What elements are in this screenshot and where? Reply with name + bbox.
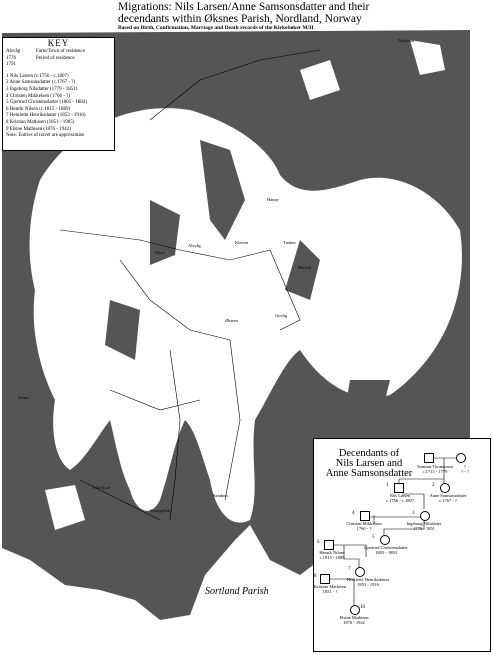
tree-person: Henriette Henriksdatter 1853 - 1916 — [346, 577, 390, 587]
place-label: Steine — [18, 395, 30, 400]
key-person: 6 Henrik Nilsen (c.1815 - 1889) — [6, 106, 71, 112]
male-symbol — [360, 511, 370, 521]
key-note: Note: Entries of travel are approximate — [6, 133, 85, 139]
tree-person: Henrik Nilsen c.1815 - 1889 — [319, 550, 345, 560]
place-label: Øksnes — [225, 318, 239, 323]
key-person: 4 Christen Mikkelsen (1766 - ?) — [6, 93, 71, 99]
title-line2: decendants within Øksnes Parish, Nordland, Norway — [118, 13, 362, 25]
tree-person: Anne Samsonsdatter c.1767 - ? — [429, 493, 467, 503]
tree-person: Nils Larsen c.1756 - c.1807 — [386, 493, 414, 503]
family-tree-panel: Decendants of Nils Larsen and Anne Samsonsdatter Samson Thomassen c.1715 - 1779 ? ? - ? 1 2 Nils Larsen c.1756 - c.1807 Anne Samsonsdatter c.1767 - ? 4 3 Christen Mikkelsen 1766 - ? Ingeborg Nilsdatter 1779 - 1851 6 5 Henrik Nilsen c.1815 - 1889 Gjertrud Christensdatter 1805 - 1884 8 7 Kristian Mathisen 1851 - ? Henriette Henriksdatter 1853 - 1916 10 Elsine Mathisen 1876 - 1942 — [313, 438, 491, 652]
female-symbol — [420, 511, 430, 521]
place-label: Kløven — [235, 240, 249, 245]
key-person: 3 Ingeborg Nilsdatter (1779 - 1851) — [6, 86, 78, 92]
map-key — [2, 37, 115, 151]
key-heading: KEY — [47, 38, 70, 48]
title-source: Based on Birth, Confirmation, Marriage and Death records of the Kirkebøker M/H — [118, 25, 314, 31]
key-person: 1 Nils Larsen (c.1756 - c.1807) — [6, 73, 69, 79]
key-person: 2 Anne Samsonsdatter (c.1767 - ?) — [6, 80, 76, 86]
family-tree-title: Decendants of Nils Larsen and Anne Samsonsdatter — [325, 448, 413, 479]
male-symbol — [424, 453, 434, 463]
tree-person: Elsine Mathisen 1876 - 1942 — [339, 615, 369, 625]
female-symbol — [440, 483, 450, 493]
key-legend-row: 1791 — [6, 62, 16, 68]
place-label: Alsvåg — [188, 243, 201, 248]
key-person: 5 Gjertrud Christensdatter (1805 - 1884) — [6, 100, 87, 106]
female-symbol — [380, 535, 390, 545]
parish-label: ØKSNES PARISH — [318, 333, 410, 345]
map-title — [118, 1, 478, 31]
place-label: Nyksund — [398, 38, 415, 43]
female-symbol — [456, 453, 466, 463]
place-label: Sandnes — [213, 493, 228, 498]
tree-person: Christen Mikkelsen 1766 - ? — [346, 521, 382, 531]
title-line1: Migrations: Nils Larsen/Anne Samsonsdatter and their — [118, 1, 370, 13]
key-legend-row: 1776 Period of residence — [6, 55, 75, 61]
key-legend-row: Alsvåg Farm/Town of residence — [6, 49, 85, 54]
key-person: 7 Henriette Henriksdatter (1853 - 1916) — [6, 113, 86, 119]
key-person: 8 Kristian Mathisen (1851 - 1905) — [6, 119, 75, 125]
male-symbol — [394, 483, 404, 493]
key-person: 9 Elsine Mathisen (1876 - 1942) — [6, 126, 71, 132]
place-label: Tinden — [283, 240, 296, 245]
tree-person: Gjertrud Christensdatter 1805 - 1884 — [364, 545, 408, 555]
place-label: Myre — [155, 250, 165, 255]
place-label: Breivik — [298, 265, 312, 270]
place-label: Hanøy — [267, 197, 279, 202]
tree-person: Kristian Mathisen 1851 - ? — [313, 584, 347, 594]
place-label: Lillefjord — [93, 485, 111, 490]
sortland-label: Sortland Parish — [205, 586, 269, 597]
tree-person: Ingeborg Nilsdatter 1779 - 1851 — [406, 521, 442, 531]
female-symbol — [350, 605, 360, 615]
place-label: Skogsøya — [420, 60, 438, 65]
male-symbol — [320, 574, 330, 584]
male-symbol — [324, 540, 334, 550]
place-label: Guvåg — [275, 313, 287, 318]
tree-person: Samson Thomassen c.1715 - 1779 — [417, 464, 453, 474]
tree-person: ? ? - ? — [461, 464, 469, 474]
place-label: Strengelvåg — [150, 508, 172, 513]
female-symbol — [355, 567, 365, 577]
